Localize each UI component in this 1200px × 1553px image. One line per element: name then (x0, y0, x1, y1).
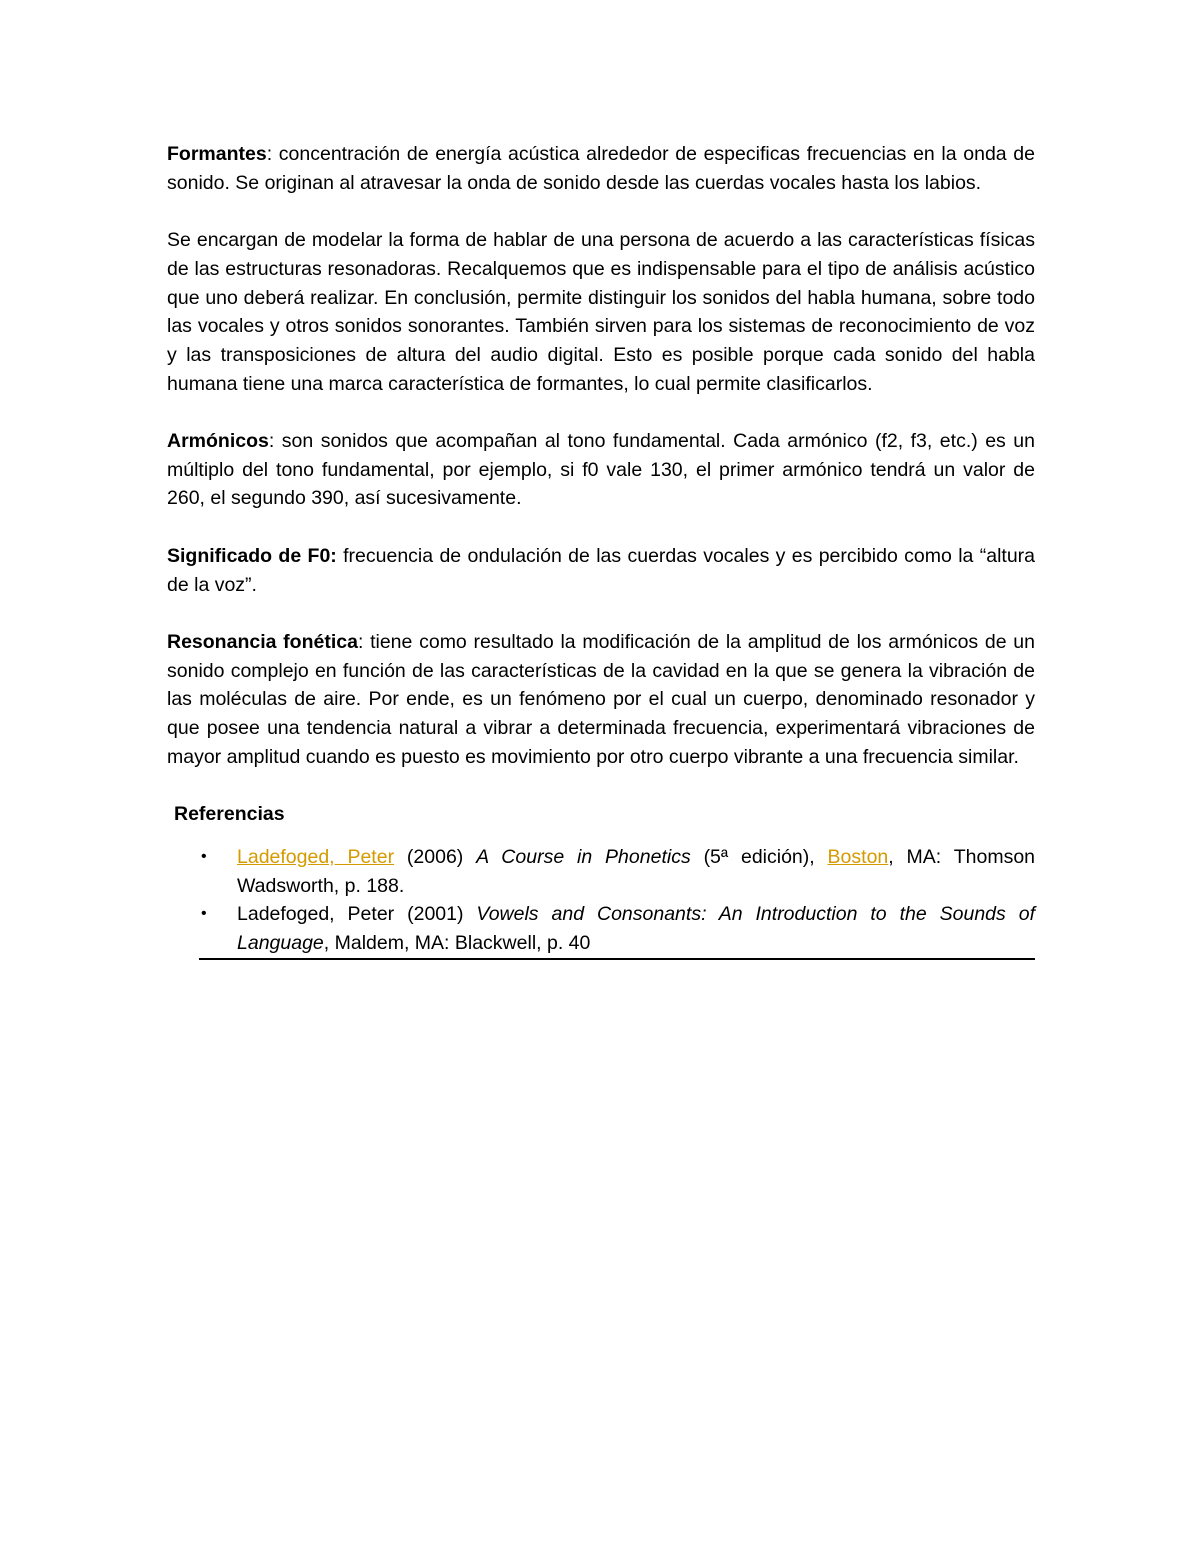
term-f0: Significado de F0: (167, 544, 337, 567)
paragraph-formantes-detail: Se encargan de modelar la forma de hablar de una persona de acuerdo a las características físicas de las estructuras resonadoras. Recalquemos que es indispensable para el tipo de análisis acústico que uno deberá realizar. En conclusión, permite distinguir los sonidos del habla humana, sobre todo las vocales y otros sonidos sonorantes. También sirven para los sistemas de reconocimiento de voz y las transposiciones de altura del audio digital. Esto es posible porque cada sonido del habla humana tiene una marca característica de formantes, lo cual permite clasificarlos. (167, 229, 1035, 395)
bullet-icon: • (201, 847, 207, 865)
term-resonancia: Resonancia fonética (167, 630, 358, 653)
references-list (199, 843, 1035, 960)
term-armonicos: Armónicos (167, 430, 269, 452)
paragraph-resonancia (167, 628, 1035, 772)
definition-formantes: : concentración de energía acústica alrededor de especificas frecuencias en la onda de sonido. Se originan al atravesar la onda de sonido desde las cuerdas vocales hasta los labios. (167, 143, 1035, 194)
reference-item (199, 843, 1035, 900)
reference-item (199, 900, 1035, 957)
ref2-title: Vowels and Consonants: An Introduction to the Sounds of Language (237, 903, 1035, 954)
ref2-rest: , Maldem, MA: Blackwell, p. 40 (323, 931, 591, 954)
ref1-title: A Course in Phonetics (476, 845, 691, 868)
references-heading: Referencias (174, 803, 285, 826)
bullet-icon: • (201, 905, 207, 923)
ref2-author-year: Ladefoged, Peter (2001) (237, 903, 477, 926)
ref1-edition: (5ª edición), (690, 845, 828, 868)
paragraph-armonicos (167, 427, 1035, 513)
author-link[interactable]: Ladefoged, Peter (237, 845, 395, 868)
paragraph-formantes (167, 140, 1035, 197)
ref1-rest: , MA: Thomson Wadsworth, p. 188. (237, 845, 1036, 897)
definition-resonancia: : tiene como resultado la modificación de la amplitud de los armónicos de un sonido complejo en función de las características de la cavidad en la que se genera la vibración de las moléculas de aire. Por ende, es un fenómeno por el cual un cuerpo, denominado resonador y que posee una tendencia natural a vibrar a determinada frecuencia, experimentará vibraciones de mayor amplitud cuando es puesto es movimiento por otro cuerpo vibrante a una frecuencia similar. (167, 630, 1036, 768)
place-link[interactable]: Boston (827, 845, 889, 868)
definition-f0: frecuencia de ondulación de las cuerdas vocales y es percibido como la “altura de la voz”. (167, 544, 1035, 596)
ref1-year: (2006) (394, 845, 477, 868)
term-formantes: Formantes (167, 143, 267, 165)
paragraph-f0 (167, 542, 1035, 599)
definition-armonicos: : son sonidos que acompañan al tono fundamental. Cada armónico (f2, f3, etc.) es un múltiplo del tono fundamental, por ejemplo, si f0 vale 130, el primer armónico tendrá un valor de 260, el segundo 390, así sucesivamente. (167, 430, 1035, 510)
document-page (167, 140, 1035, 960)
